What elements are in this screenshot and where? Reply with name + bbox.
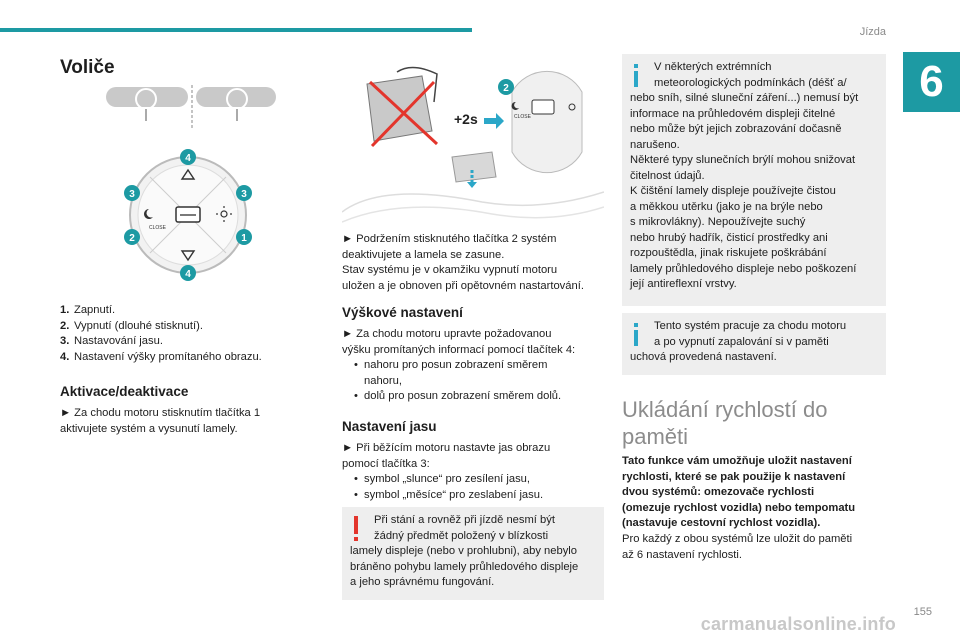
info-icon bbox=[634, 71, 638, 87]
legend-item: 2. Vypnutí (dlouhé stisknutí). bbox=[60, 319, 203, 332]
legend-item: 3. Nastavování jasu. bbox=[60, 335, 163, 348]
speed-memory-intro: Tato funkce vám umožňuje uložit nastavení rychlosti, které se pak použije k nastavení dvou systémů: omezovače rychlosti (omezuje rychlost vozidla) nebo tempomatu (nastavuje cestovní rychlost vozidla). bbox=[622, 455, 856, 529]
label-2: 2 bbox=[503, 83, 509, 94]
brightness-text: ► Při běžícím motoru nastavte jas obrazu pomocí tlačítka 3: • symbol „slunce“ pro zesílení jasu, • symbol „měsíce“ pro zeslabení jasu. bbox=[342, 442, 551, 501]
label-3-left: 3 bbox=[129, 189, 135, 200]
subtitle-activation: Aktivace/deaktivace bbox=[60, 384, 189, 399]
legend-item: 4. Nastavení výšky promítaného obrazu. bbox=[60, 350, 262, 363]
timer-label: +2s bbox=[454, 111, 478, 127]
speed-memory-text: Pro každý z obou systémů lze uložit do paměti až 6 nastavení rychlosti. bbox=[622, 533, 853, 561]
chapter-number-tab: 6 bbox=[903, 52, 960, 112]
info-icon bbox=[634, 330, 638, 346]
height-adjust-text: ► Za chodu motoru upravte požadovanou výšku promítaných informací pomocí tlačítek 4: • nahoru pro posun zobrazení směrem nahoru, • dolů pro posun zobrazení směrem dolů. bbox=[342, 328, 576, 402]
activation-text: ► Za chodu motoru stisknutím tlačítka 1 aktivujete systém a vysunutí lamely. bbox=[60, 407, 261, 435]
control-pad-figure bbox=[118, 145, 258, 285]
hud-deactivation-figure bbox=[342, 62, 604, 227]
page-number: 155 bbox=[913, 606, 932, 618]
subtitle-height-adjust: Výškové nastavení bbox=[342, 305, 463, 320]
info-box-conditions bbox=[622, 54, 886, 306]
warning-box bbox=[342, 507, 604, 600]
label-2: 2 bbox=[129, 233, 135, 244]
legend-item: 1. Zapnutí. bbox=[60, 304, 116, 316]
legend-list bbox=[60, 303, 290, 365]
warning-text: Při stání a rovněž při jízdě nesmí být žádný předmět položený v blízkosti lamely displeje (nebo v prohlubni), aby nebylo bráněno pohybu lamely průhledového displeje a jeho správnému fungování. bbox=[350, 514, 579, 588]
info-text-memory: Tento systém pracuje za chodu motoru a po vypnutí zapalování si v paměti uchová provedená nastavení. bbox=[630, 320, 847, 363]
chapter-name: Jízda bbox=[859, 26, 886, 38]
info-box-memory bbox=[622, 313, 886, 375]
label-1: 1 bbox=[241, 233, 247, 244]
steering-wheel-figure bbox=[106, 85, 276, 130]
label-4-top: 4 bbox=[185, 153, 191, 164]
header-accent-bar bbox=[0, 28, 472, 32]
section-title-selectors: Voliče bbox=[60, 57, 115, 78]
info-text-conditions: V některých extrémních meteorologických podmínkách (déšť a/ nebo sníh, silné sluneční záření...) nemusí být informace na průhledovém displeji čitelné nebo může být jejich zobrazování dočasně narušeno. Některé typy slunečních brýlí mohou snižovat čitelnost údajů. K čištění lamely displeje používejte čistou a měkkou utěrku (jako je na brýle nebo s mikrovlákny). Nepoužívejte suchý nebo hrubý hadřík, čisticí prostředky ani rozpouštědla, jinak riskujete poškrábání lamely průhledového displeje nebo poškození její antireflexní vrstvy. bbox=[630, 61, 859, 290]
label-4-bottom: 4 bbox=[185, 269, 191, 280]
label-3-right: 3 bbox=[241, 189, 247, 200]
watermark: carmanualsonline.info bbox=[700, 614, 896, 634]
section-title-speed-memory: Ukládání rychlostí do paměti bbox=[622, 397, 828, 449]
subtitle-brightness: Nastavení jasu bbox=[342, 419, 437, 434]
close-label: CLOSE bbox=[149, 225, 166, 231]
deactivation-text: ► Podržením stisknutého tlačítka 2 systém deaktivujete a lamela se zasune. Stav systému je v okamžiku vypnutí motoru uložen a je obnoven při opětovném nastartování. bbox=[342, 233, 584, 292]
warning-icon bbox=[354, 516, 358, 534]
close-label: CLOSE bbox=[514, 114, 531, 120]
